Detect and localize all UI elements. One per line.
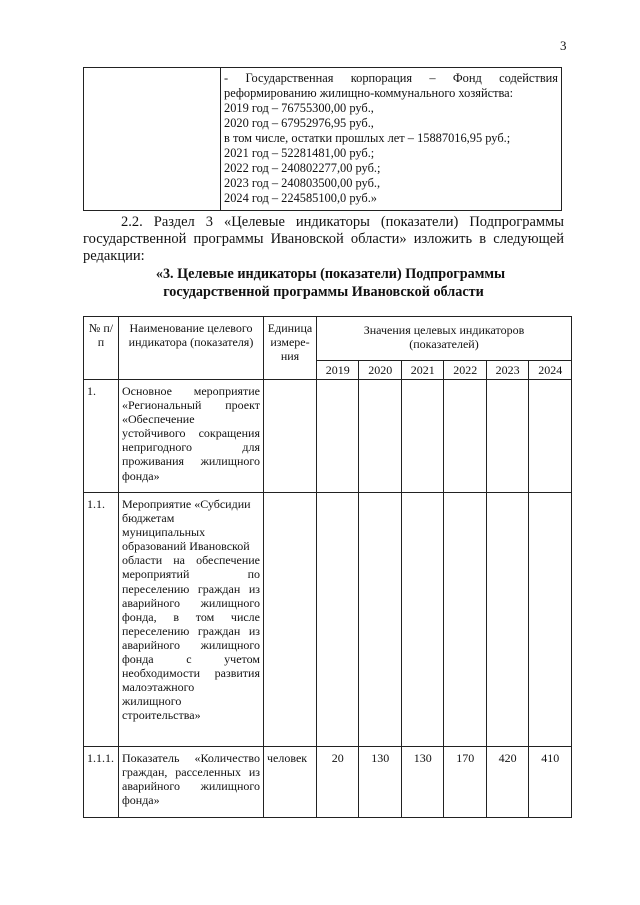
funding-line: 2021 год – 52281481,00 руб.; (224, 146, 375, 160)
name-line: непригодного для (122, 440, 260, 455)
row-value: 20 (317, 747, 359, 818)
row-value (529, 493, 572, 747)
funding-label-cell (84, 68, 221, 211)
funding-line: в том числе, остатки прошлых лет – 15887016,95 руб.; (224, 131, 511, 145)
funding-line: 2024 год – 224585100,0 руб.» (224, 191, 377, 205)
name-line: переселению граждан из (122, 581, 260, 596)
section-title-line: государственной программы Ивановской области (163, 283, 484, 300)
row-num: 1.1. (84, 493, 119, 747)
row-value (486, 493, 528, 747)
row-value: 130 (401, 747, 443, 818)
name-line: аварийного жилищного (122, 637, 260, 652)
indicators-table (83, 316, 572, 818)
paragraph-line: 2.2. Раздел 3 «Целевые индикаторы (показатели) Подпрограммы (121, 214, 564, 230)
name-line: граждан, расселенных из (122, 765, 260, 780)
row-unit (264, 380, 317, 493)
row-value (317, 380, 359, 493)
row-value (529, 380, 572, 493)
name-line: жилищного (122, 694, 182, 709)
row-value: 130 (359, 747, 401, 818)
section-title-line: «3. Целевые индикаторы (показатели) Подпрограммы (155, 266, 506, 282)
row-value (401, 493, 443, 747)
row-value: 420 (486, 747, 528, 818)
year-header: 2022 (444, 361, 486, 380)
row-name (119, 747, 264, 818)
funding-table (83, 67, 562, 211)
page-number: 3 (560, 38, 567, 53)
paragraph-line: государственной программы Ивановской области» изложить в следующей (83, 231, 564, 247)
name-line: необходимости развития (122, 666, 260, 681)
funding-text-cell (221, 68, 562, 211)
row-value (486, 380, 528, 493)
row-unit: человек (264, 747, 317, 818)
name-line: переселению граждан из (122, 623, 260, 638)
name-line: Мероприятие «Субсидии (122, 497, 251, 511)
name-line: аварийного жилищного (122, 779, 260, 794)
year-header: 2019 (317, 361, 359, 380)
row-num: 1. (84, 380, 119, 493)
table-row (84, 380, 572, 493)
name-line: Основное мероприятие (122, 384, 260, 398)
row-value (444, 493, 486, 747)
year-header: 2020 (359, 361, 401, 380)
row-num: 1.1.1. (84, 747, 119, 818)
name-line: «Региональный проект (122, 398, 260, 413)
row-value (401, 380, 443, 493)
header-row (84, 317, 572, 361)
name-line: «Обеспечение (122, 412, 195, 427)
row-unit (264, 493, 317, 747)
paragraph-line: редакции: (83, 248, 145, 264)
table-row (84, 747, 572, 818)
name-line: малоэтажного (122, 680, 195, 695)
name-line: муниципальных (122, 525, 206, 540)
header-name: Наименование целевого индикатора (показателя) (119, 317, 264, 380)
name-line: фонда» (122, 468, 160, 483)
funding-line: реформированию жилищно-коммунального хозяйства: (224, 86, 514, 100)
name-line: фонда с учетом (122, 652, 260, 667)
funding-line: - Государственная корпорация – Фонд содействия (224, 71, 558, 85)
header-values: Значения целевых индикаторов (показателей) (317, 317, 572, 361)
row-value (317, 493, 359, 747)
name-line: бюджетам (122, 511, 175, 526)
row-value (359, 493, 401, 747)
name-line: фонда, в том числе (122, 609, 260, 624)
row-value: 410 (529, 747, 572, 818)
funding-line: 2022 год – 240802277,00 руб.; (224, 161, 381, 175)
name-line: области на обеспечение (122, 553, 260, 568)
year-header: 2021 (401, 361, 443, 380)
row-name (119, 493, 264, 747)
year-header: 2024 (529, 361, 572, 380)
name-line: мероприятий по (122, 567, 260, 582)
row-value: 170 (444, 747, 486, 818)
header-num: № п/п (84, 317, 119, 380)
name-line: проживания жилищного (122, 454, 260, 469)
funding-line: 2020 год – 67952976,95 руб., (224, 116, 374, 130)
year-header: 2023 (486, 361, 528, 380)
name-line: устойчивого сокращения (122, 426, 260, 441)
row-value (359, 380, 401, 493)
name-line: образований Ивановской (122, 539, 250, 554)
name-line: аварийного жилищного (122, 595, 260, 610)
header-unit: Единица измере-ния (264, 317, 317, 380)
table-row (84, 493, 572, 747)
amendment-paragraph (83, 214, 564, 265)
name-line: строительства» (122, 708, 201, 723)
name-line: Показатель «Количество (122, 751, 260, 765)
name-line: фонда» (122, 793, 160, 808)
funding-line: 2019 год – 76755300,00 руб., (224, 101, 374, 115)
row-name (119, 380, 264, 493)
funding-line: 2023 год – 240803500,00 руб., (224, 176, 381, 190)
row-value (444, 380, 486, 493)
section-title (83, 266, 564, 301)
